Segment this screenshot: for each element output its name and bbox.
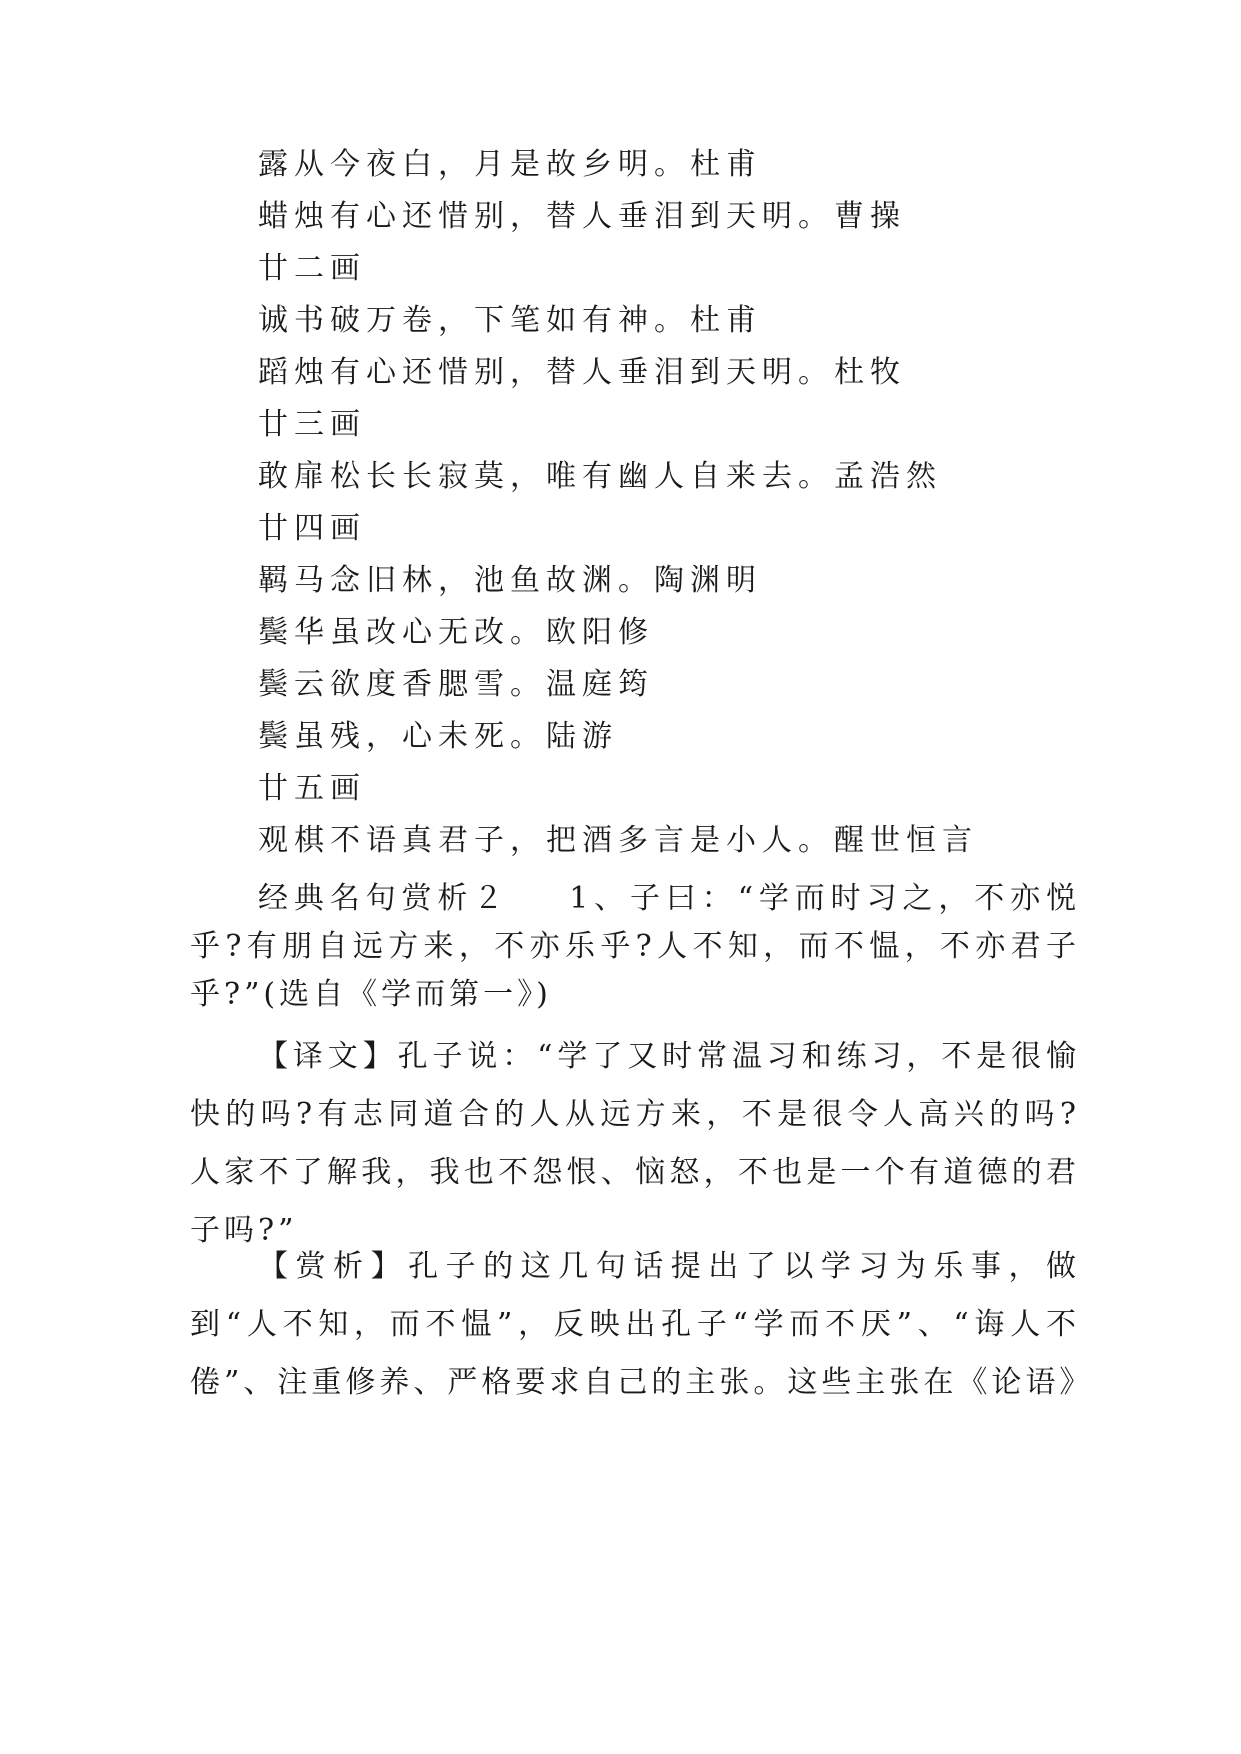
text-line: 敢扉松长长寂莫，唯有幽人自来去。孟浩然: [258, 459, 942, 494]
text-line: 鬓云欲度香腮雪。温庭筠: [258, 667, 654, 702]
text-line: 廿三画: [258, 407, 366, 442]
text-line: 廿二画: [258, 251, 366, 286]
analysis-paragraph: 【赏析】孔子的这几句话提出了以学习为乐事，做到“人不知，而不愠”，反映出孔子“学而不厌”、“诲人不倦”、注重修养、严格要求自己的主张。这些主张在《论语》: [190, 1249, 1094, 1400]
section-quote: 1、子曰：“学而时习之，不亦悦乎?有朋自远方来，不亦乐乎?人不知，而不愠，不亦君子乎?”(选自《学而第一》): [190, 881, 1080, 1012]
text-line: 廿五画: [258, 771, 366, 806]
text-line: 蜡烛有心还惜别，替人垂泪到天明。曹操: [258, 199, 906, 234]
text-line: 蹈烛有心还惜别，替人垂泪到天明。杜牧: [258, 355, 906, 390]
text-line: 鬓华虽改心无改。欧阳修: [258, 615, 654, 650]
text-line: 羁马念旧林，池鱼故渊。陶渊明: [258, 563, 762, 598]
translation-paragraph: 【译文】孔子说：“学了又时常温习和练习，不是很愉快的吗?有志同道合的人从远方来，不是很令人高兴的吗?人家不了解我，我也不怨恨、恼怒，不也是一个有道德的君子吗?”: [190, 1039, 1080, 1248]
text-line: 观棋不语真君子，把酒多言是小人。醒世恒言: [258, 823, 978, 858]
section-title: 经典名句赏析２: [258, 881, 510, 916]
section-paragraph: [190, 875, 1080, 1019]
text-line: 鬓虽残，心未死。陆游: [258, 719, 618, 754]
text-line: 诚书破万卷，下笔如有神。杜甫: [258, 303, 762, 338]
text-line: 廿四画: [258, 511, 366, 546]
text-line: 露从今夜白，月是故乡明。杜甫: [258, 147, 762, 182]
